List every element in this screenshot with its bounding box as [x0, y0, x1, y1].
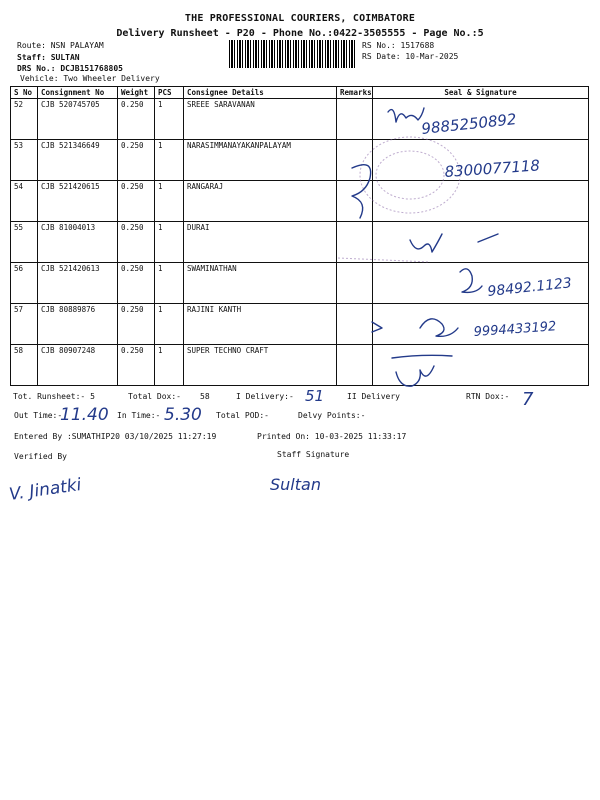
handwritten-phone-2: 8300077118: [444, 156, 541, 181]
cell-remarks: [337, 140, 373, 181]
cell-sno: 54: [11, 181, 38, 222]
table-row: [11, 140, 589, 181]
cell-weight: 0.250: [118, 222, 155, 263]
cell-consignee: SREEE SARAVANAN: [184, 99, 337, 140]
cell-pcs: 1: [155, 140, 184, 181]
handwritten-rtn-dox: 7: [522, 389, 534, 410]
cell-pcs: 1: [155, 181, 184, 222]
table-header-row: [11, 87, 589, 99]
rs-date: RS Date: 10-Mar-2025: [362, 52, 459, 61]
col-header-weight: Weight: [118, 87, 155, 99]
cell-seal: [373, 99, 589, 140]
drs-number: DRS No.: DCJB151768805: [17, 64, 123, 73]
cell-consignee: DURAI: [184, 222, 337, 263]
cell-consignment: CJB 521346649: [38, 140, 118, 181]
cell-pcs: 1: [155, 304, 184, 345]
cell-weight: 0.250: [118, 345, 155, 386]
handwritten-in-time: 5.30: [164, 405, 202, 425]
total-dox-value: 58: [200, 392, 210, 401]
cell-sno: 53: [11, 140, 38, 181]
printed-on: Printed On: 10-03-2025 11:33:17: [257, 432, 407, 441]
cell-remarks: [337, 222, 373, 263]
table-row: [11, 181, 589, 222]
verified-signature: V. Jinatki: [7, 475, 83, 505]
total-pod-label: Total POD:-: [216, 411, 269, 420]
cell-consignee: SUPER TECHNO CRAFT: [184, 345, 337, 386]
staff-label: Staff: SULTAN: [17, 53, 80, 62]
table-row: [11, 222, 589, 263]
col-header-consignment: Consignment No: [38, 87, 118, 99]
staff-signature-label: Staff Signature: [277, 450, 350, 459]
table-row: [11, 263, 589, 304]
total-dox-label: Total Dox:-: [128, 392, 181, 401]
cell-sno: 55: [11, 222, 38, 263]
cell-pcs: 1: [155, 345, 184, 386]
cell-seal: [373, 222, 589, 263]
entered-by: Entered By :SUMATHIP20 03/10/2025 11:27:19: [14, 432, 217, 441]
col-header-seal: Seal & Signature: [373, 87, 589, 99]
cell-consignee: RAJINI KANTH: [184, 304, 337, 345]
cell-weight: 0.250: [118, 304, 155, 345]
cell-remarks: [337, 304, 373, 345]
cell-pcs: 1: [155, 99, 184, 140]
cell-remarks: [337, 263, 373, 304]
cell-weight: 0.250: [118, 181, 155, 222]
cell-seal: [373, 345, 589, 386]
cell-consignee: SWAMINATHAN: [184, 263, 337, 304]
cell-consignee: NARASIMMANAYAKANPALAYAM: [184, 140, 337, 181]
cell-consignment: CJB 81004013: [38, 222, 118, 263]
cell-seal: [373, 140, 589, 181]
cell-remarks: [337, 345, 373, 386]
cell-consignment: CJB 521420615: [38, 181, 118, 222]
runsheet-table: [10, 86, 589, 386]
cell-seal: [373, 263, 589, 304]
ii-delivery-label: II Delivery: [347, 392, 400, 401]
handwritten-out-time: 11.40: [60, 405, 109, 425]
cell-seal: [373, 304, 589, 345]
table-row: [11, 345, 589, 386]
cell-sno: 56: [11, 263, 38, 304]
cell-consignment: CJB 521420613: [38, 263, 118, 304]
cell-weight: 0.250: [118, 99, 155, 140]
col-header-remarks: Remarks: [337, 87, 373, 99]
rtn-dox-label: RTN Dox:-: [466, 392, 510, 401]
handwritten-phone-1: 9885250892: [420, 110, 518, 138]
cell-weight: 0.250: [118, 263, 155, 304]
out-time-label: Out Time:-: [14, 411, 63, 420]
cell-consignee: RANGARAJ: [184, 181, 337, 222]
delvy-points-label: Delvy Points:-: [298, 411, 366, 420]
col-header-sno: S No: [11, 87, 38, 99]
in-time-label: In Time:-: [117, 411, 161, 420]
cell-consignment: CJB 520745705: [38, 99, 118, 140]
cell-pcs: 1: [155, 222, 184, 263]
cell-pcs: 1: [155, 263, 184, 304]
cell-consignment: CJB 80907248: [38, 345, 118, 386]
verified-by-label: Verified By: [14, 452, 67, 461]
cell-sno: 57: [11, 304, 38, 345]
cell-weight: 0.250: [118, 140, 155, 181]
table-row: [11, 99, 589, 140]
col-header-pcs: PCS: [155, 87, 184, 99]
cell-seal: [373, 181, 589, 222]
i-delivery-label: I Delivery:-: [236, 392, 294, 401]
handwritten-phone-3: 98492.1123: [486, 275, 573, 300]
vehicle-label: Vehicle: Two Wheeler Delivery: [20, 74, 160, 83]
cell-sno: 52: [11, 99, 38, 140]
cell-consignment: CJB 80889876: [38, 304, 118, 345]
handwritten-phone-4: 9994433192: [473, 319, 557, 340]
handwritten-i-delivery: 51: [305, 387, 325, 405]
cell-remarks: [337, 99, 373, 140]
cell-sno: 58: [11, 345, 38, 386]
cell-remarks: [337, 181, 373, 222]
col-header-consignee: Consignee Details: [184, 87, 337, 99]
tot-runsheet: Tot. Runsheet:- 5: [13, 392, 95, 401]
rs-number: RS No.: 1517688: [362, 41, 435, 50]
barcode: [229, 40, 355, 68]
route-label: Route: NSN PALAYAM: [17, 41, 104, 50]
runsheet-title: Delivery Runsheet - P20 - Phone No.:0422-3505555 - Page No.:5: [116, 28, 484, 39]
company-title: THE PROFESSIONAL COURIERS, COIMBATORE: [184, 13, 416, 24]
staff-signature: Sultan: [270, 475, 321, 494]
table-row: [11, 304, 589, 345]
